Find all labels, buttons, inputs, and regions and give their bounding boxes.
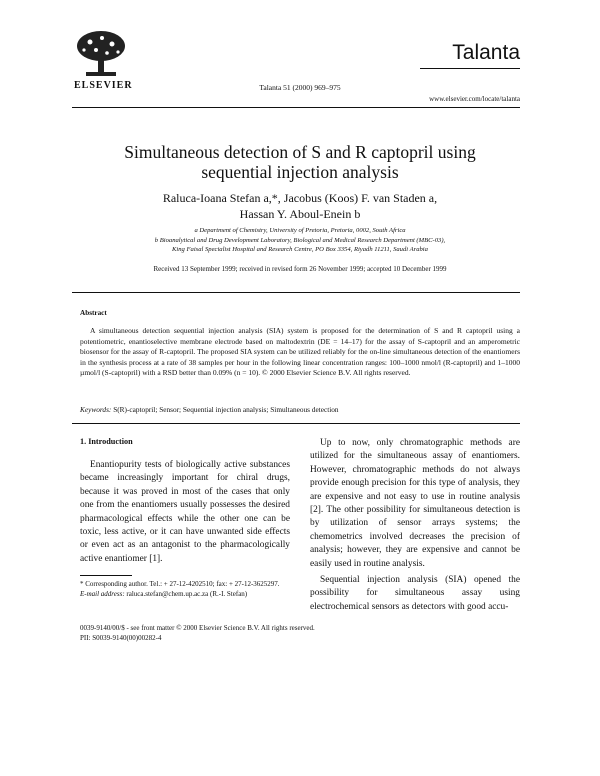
footnote-divider [80,575,132,576]
keywords-text: S(R)-captopril; Sensor; Sequential injection analysis; Simultaneous detection [113,405,339,414]
article-title [60,142,540,182]
received-dates: Received 13 September 1999; received in revised form 26 November 1999; accepted 10 December 1999 [153,265,447,273]
affiliation-a: a Department of Chemistry, University of Pretoria, Pretoria, 0002, South Africa [194,227,406,234]
intro-paragraph-2: Up to now, only chromatographic methods are utilized for the simultaneous assay of enantiomers. However, chromatographic methods do not always provide enough precision for this type of analysis, they are expensive and not easy to use in routine analysis [2]. The other possibility for simultaneous detection is by utilization of sensor arrays systems; the chemometrics involved decreases the precision of analysis; however, they are expensive and cannot be easily used in routine analysis. [310,438,520,569]
journal-name: Talanta [452,41,520,64]
elsevier-tree-logo-icon [72,28,130,78]
header-divider [72,107,520,108]
keywords [80,405,520,414]
right-column [310,437,520,614]
section-heading-introduction: 1. Introduction [80,437,133,446]
affiliation-b-line-1: b Bioanalytical and Drug Development Laboratory, Biological and Medical Research Department (MBC-03), [154,236,446,244]
abstract-top-rule [72,292,520,293]
abstract-text: A simultaneous detection sequential injection analysis (SIA) system is proposed for the determination of S and R captopril using a potentiometric, enantioselective membrane electrode based on maltodextrin (DE = 14–17) for the assay of S-captopril and an amperometric biosensor for the assay of R-captopril. The proposed SIA system can be utilized reliably for the on-line simultaneous detection of the enantiomers in the synthesis process at a rate of 38 samples per hour in the following linear concentration ranges: 100–1000 nmol/l (R-captopril) and 1–1000 µmol/l (S-captopril) with a RSD better than 0.09% (n = 10). © 2000 Elsevier Science B.V. All rights reserved. [80,326,520,378]
intro-paragraph-1: Enantiopurity tests of biologically active substances became increasingly important for chiral drugs, because it was proved in most of the cases that only one from the enantiomers usually possesses the desired pharmacological effects while the other one can be toxic, less active, or it can have unwanted side effects or even act as an antagonist to the pharmacologically active enantiomer [1]. [80,460,290,564]
intro-paragraph-3: Sequential injection analysis (SIA) opened the possibility for simultaneous assay using electrochemical sensors as detectors with good accu- [310,575,520,612]
email-line [80,590,290,600]
affiliation-b-line-2: King Faisal Specialist Hospital and Research Centre, PO Box 3354, Riyadh 11211, Saudi Arabia [172,246,428,254]
email-address[interactable]: raluca.stefan@chem.up.ac.za (R.-I. Stefan) [126,589,248,598]
keywords-label: Keywords: [80,405,112,414]
authors-line-2: Hassan Y. Aboul-Enein b [239,207,361,221]
abstract-heading: Abstract [80,309,107,317]
journal-url-link[interactable]: www.elsevier.com/locate/talanta [429,95,520,103]
page-footer [80,623,315,643]
corresponding-author: * Corresponding author. Tel.: + 27-12-4202510; fax: + 27-12-3625297. [80,580,280,588]
affiliations [60,226,540,255]
author-list [60,190,540,222]
corresponding-author-footnote [80,580,290,599]
journal-citation: Talanta 51 (2000) 969–975 [259,83,341,92]
title-line-1: Simultaneous detection of S and R captopril using [124,142,476,162]
email-label: E-mail address: [80,589,125,598]
authors-line-1: Raluca-Ioana Stefan a,*, Jacobus (Koos) F. van Staden a, [162,191,438,205]
copyright-line: 0039-9140/00/$ - see front matter © 2000 Elsevier Science B.V. All rights reserved. [80,624,315,632]
publisher-logo-text: ELSEVIER [74,80,133,91]
pii-line: PII: S0039-9140(00)00282-4 [80,634,162,642]
title-line-2: sequential injection analysis [201,162,399,182]
abstract-bottom-rule [72,423,520,424]
journal-name-underline [420,68,520,69]
left-column [80,459,290,566]
